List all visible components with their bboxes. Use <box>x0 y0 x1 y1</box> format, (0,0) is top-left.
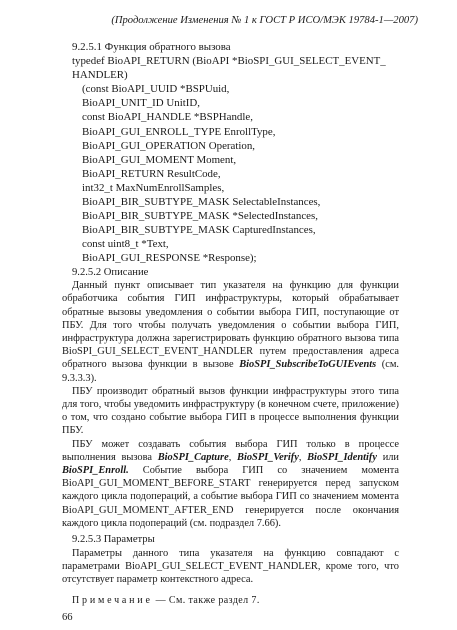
code-line: BioAPI_BIR_SUBTYPE_MASK SelectableInstances, <box>82 196 321 209</box>
note <box>62 594 399 608</box>
code-line: HANDLER) <box>72 69 128 82</box>
code-line: typedef BioAPI_RETURN (BioAPI *BioSPI_GUI_SELECT_EVENT_ <box>72 55 386 68</box>
paragraph-text: ПБУ может создавать события выбора ГИП только в процессе выполнения вызова <box>62 438 399 463</box>
separator: , <box>228 451 238 463</box>
page-number: 66 <box>62 612 73 623</box>
section-heading-9-2-5-1: 9.2.5.1 Функция обратного вызова <box>72 41 231 53</box>
running-head: (Продолжение Изменения № 1 к ГОСТ Р ИСО/МЭК 19784-1—2007) <box>111 15 418 26</box>
code-listing <box>62 54 399 265</box>
code-line: const BioAPI_HANDLE *BSPHandle, <box>82 111 253 124</box>
code-line: BioAPI_BIR_SUBTYPE_MASK CapturedInstances, <box>82 224 316 237</box>
function-name: BioSPI_SubscribeToGUIEvents <box>239 359 377 371</box>
paragraph-text: Событие выбора ГИП со значением момента BioAPI_GUI_MOMENT_BEFORE_START генерируется перед запуском каждого цикла подопераций, а событие выбора ГИП со значением момента BioAPI_GUI_MOMENT_AFTER_END генерируется после окончания каждого цикла подопераций (см. подраздел 7.66). <box>62 464 399 529</box>
function-name: BioSPI_Capture <box>157 451 229 463</box>
code-line: int32_t MaxNumEnrollSamples, <box>82 181 225 194</box>
code-line: BioAPI_GUI_RESPONSE *Response); <box>82 252 257 265</box>
code-line: const uint8_t *Text, <box>82 238 169 251</box>
separator: , <box>298 451 308 463</box>
note-label: Примечание <box>72 595 153 607</box>
code-line: BioAPI_GUI_MOMENT Moment, <box>82 153 237 166</box>
code-line: BioAPI_UNIT_ID UnitID, <box>82 97 200 110</box>
description-paragraph-1 <box>62 279 399 385</box>
paragraph-text: Данный пункт описывает тип указателя на функцию для функции обработчика события ГИП инфраструктуры, который обрабатывает обратные вызовы уведомления о событии выбора ГИП, поступающие от ПБУ. Для того чтобы получать уведомления о событии выбора ГИП, инфраструктура должна зарегистрировать функцию обратного вызова типа BioSPI_GUI_SELECT_EVENT_HANDLER путем предоставления адреса обратного вызова функции в вызове <box>62 280 399 371</box>
description-paragraph-2: ПБУ производит обратный вызов функции инфраструктуры этого типа для того, чтобы уведомить инфраструктуру (в конечном счете, приложение) о том, что создано событие выбора ГИП в процессе выполнения функции ПБУ. <box>62 385 399 437</box>
code-line: BioAPI_RETURN ResultCode, <box>82 167 221 180</box>
note-text: — См. также раздел 7. <box>152 595 260 607</box>
page-content <box>62 40 399 608</box>
function-name: BioSPI_Enroll. <box>62 464 129 476</box>
conjunction: или <box>376 451 399 463</box>
description-paragraph-3 <box>62 438 399 530</box>
function-name: BioSPI_Verify <box>237 451 299 463</box>
code-line: BioAPI_GUI_OPERATION Operation, <box>82 139 256 152</box>
function-name: BioSPI_Identify <box>307 451 377 463</box>
section-heading-9-2-5-2: 9.2.5.2 Описание <box>72 266 149 278</box>
code-line: BioAPI_BIR_SUBTYPE_MASK *SelectedInstances, <box>82 210 318 223</box>
section-heading-9-2-5-3: 9.2.5.3 Параметры <box>72 533 155 545</box>
parameters-paragraph: Параметры данного типа указателя на функцию совпадают с параметрами BioAPI_GUI_SELECT_EVENT_HANDLER, кроме того, что отсутствует параметр контекстного адреса. <box>62 547 399 585</box>
code-line: BioAPI_GUI_ENROLL_TYPE EnrollType, <box>82 125 276 138</box>
paragraph-text: (см. 9.3.3.3). <box>62 359 400 384</box>
code-line: (const BioAPI_UUID *BSPUuid, <box>82 83 230 96</box>
